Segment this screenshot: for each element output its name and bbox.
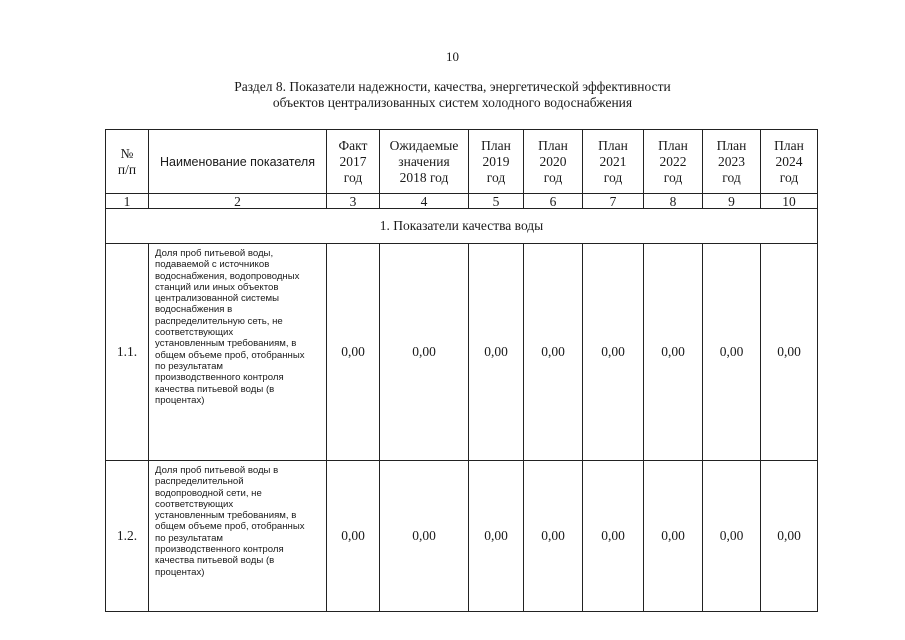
header-fact-2017: Факт 2017 год [327, 130, 380, 194]
value-plan-2023: 0,00 [703, 461, 761, 612]
header-indicator-name: Наименование показателя [149, 130, 327, 194]
column-number: 8 [644, 194, 703, 209]
table-row [106, 461, 818, 612]
header-plan-2020: План 2020 год [524, 130, 583, 194]
header-number: № п/п [106, 130, 149, 194]
value-plan-2020: 0,00 [524, 244, 583, 461]
section-heading [0, 79, 905, 111]
value-plan-2019: 0,00 [469, 461, 524, 612]
value-fact-2017: 0,00 [327, 244, 380, 461]
header-plan-2021: План 2021 год [583, 130, 644, 194]
value-plan-2023: 0,00 [703, 244, 761, 461]
column-number: 6 [524, 194, 583, 209]
column-number: 4 [380, 194, 469, 209]
column-number: 2 [149, 194, 327, 209]
value-expected-2018: 0,00 [380, 244, 469, 461]
row-description: Доля проб питьевой воды в распределительной водопроводной сети, не соответствующих установленным требованиям, в общем объеме проб, отобранных по результатам производственного контроля качества питьевой воды (в процентах) [149, 461, 327, 612]
row-description: Доля проб питьевой воды, подаваемой с источников водоснабжения, водопроводных станций или иных объектов централизованной системы водоснабжения в распределительную сеть, не соответствующих установленным требованиям, в общем объеме проб, отобранных по результатам производственного контроля качества питьевой воды (в процентах) [149, 244, 327, 461]
value-plan-2021: 0,00 [583, 461, 644, 612]
section-title: 1. Показатели качества воды [106, 209, 818, 244]
table-row [106, 244, 818, 461]
header-plan-2022: План 2022 год [644, 130, 703, 194]
column-number: 9 [703, 194, 761, 209]
page-number: 10 [446, 49, 459, 64]
header-plan-2019: План 2019 год [469, 130, 524, 194]
value-expected-2018: 0,00 [380, 461, 469, 612]
column-number: 7 [583, 194, 644, 209]
value-plan-2021: 0,00 [583, 244, 644, 461]
column-number: 10 [761, 194, 818, 209]
row-index: 1.2. [106, 461, 149, 612]
section-row [106, 209, 818, 244]
header-plan-2023: План 2023 год [703, 130, 761, 194]
section-heading-line-1: Раздел 8. Показатели надежности, качества, энергетической эффективности [234, 79, 671, 94]
column-number: 1 [106, 194, 149, 209]
value-plan-2024: 0,00 [761, 461, 818, 612]
column-number: 3 [327, 194, 380, 209]
indicators-table [105, 129, 818, 612]
section-heading-line-2: объектов централизованных систем холодного водоснабжения [272, 95, 633, 110]
value-plan-2022: 0,00 [644, 461, 703, 612]
value-plan-2019: 0,00 [469, 244, 524, 461]
row-index: 1.1. [106, 244, 149, 461]
header-expected-2018: Ожидаемые значения 2018 год [380, 130, 469, 194]
value-fact-2017: 0,00 [327, 461, 380, 612]
value-plan-2024: 0,00 [761, 244, 818, 461]
value-plan-2020: 0,00 [524, 461, 583, 612]
value-plan-2022: 0,00 [644, 244, 703, 461]
header-row [106, 130, 818, 194]
column-number: 5 [469, 194, 524, 209]
header-plan-2024: План 2024 год [761, 130, 818, 194]
column-number-row [106, 194, 818, 209]
